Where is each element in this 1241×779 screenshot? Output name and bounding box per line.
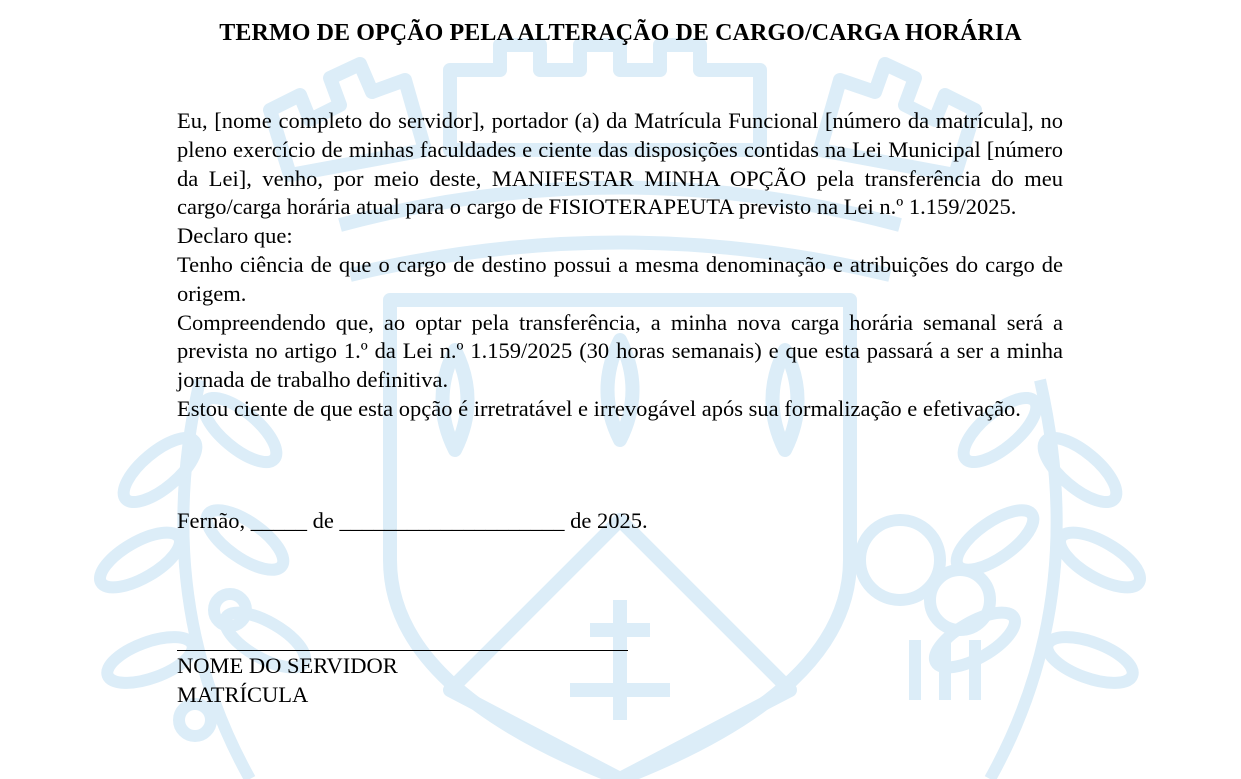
declaration-paragraph: Eu, [nome completo do servidor], portador (a) da Matrícula Funcional [número da matrícula], no pleno exercício de minhas faculdades e ciente das disposições contidas na Lei Municipal [número da Lei], venho, por meio deste, MANIFESTAR MINHA OPÇÃO pela transferência do meu cargo/carga horária atual para o cargo de FISIOTERAPEUTA previsto na Lei n.º 1.159/2025.	[177, 108, 1063, 220]
date-line: Fernão, _____ de ____________________ de 2025.	[177, 508, 648, 533]
document-body	[177, 107, 1063, 424]
signature-registration-label: MATRÍCULA	[177, 682, 309, 707]
signature-name-label: NOME DO SERVIDOR	[177, 653, 398, 678]
statement-paragraph: Tenho ciência de que o cargo de destino possui a mesma denominação e atribuições do cargo de origem.	[177, 251, 1063, 306]
declaro-que-heading: Declaro que:	[177, 223, 293, 249]
document-title: TERMO DE OPÇÃO PELA ALTERAÇÃO DE CARGO/CARGA HORÁRIA	[219, 20, 1022, 46]
signature-line	[177, 650, 628, 651]
statement-paragraph: Compreendendo que, ao optar pela transferência, a minha nova carga horária semanal será a prevista no artigo 1.º da Lei n.º 1.159/2025 (30 horas semanais) e que esta passará a ser a minha jornada de trabalho definitiva.	[177, 309, 1063, 393]
statement-paragraph: Estou ciente de que esta opção é irretratável e irrevogável após sua formalização e efetivação.	[177, 395, 1021, 421]
